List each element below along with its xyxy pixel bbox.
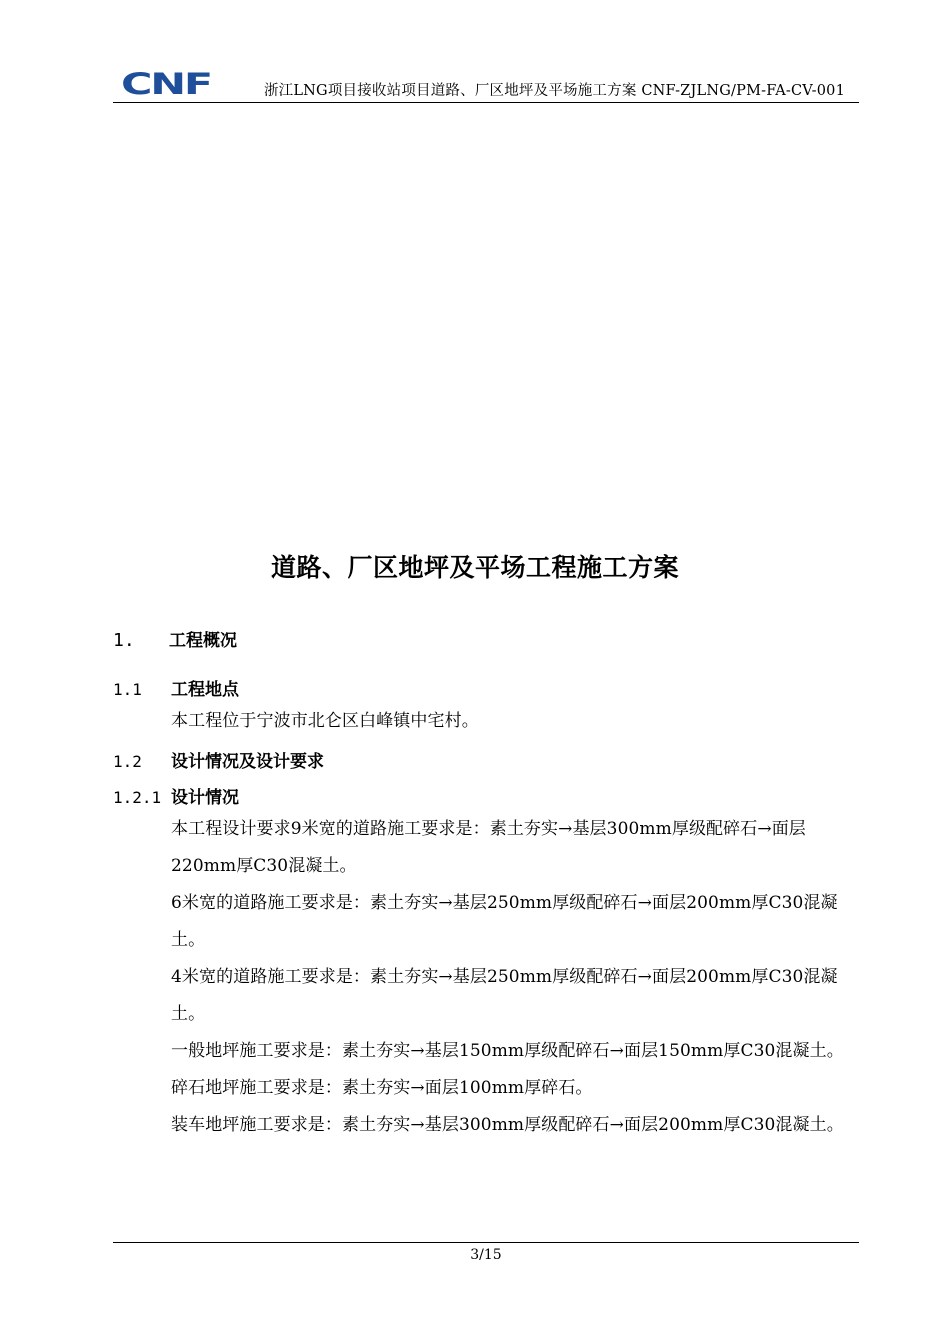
design-paragraph: 碎石地坪施工要求是：素土夯实→面层100mm厚碎石。	[171, 1078, 593, 1098]
section-number: 1.	[113, 630, 135, 651]
location-paragraph: 本工程位于宁波市北仑区白峰镇中宅村。	[171, 711, 479, 731]
section-heading-1-2-1	[113, 783, 239, 808]
design-paragraph: 本工程设计要求9米宽的道路施工要求是：素土夯实→基层300mm厚级配碎石→面层220mm厚C30混凝土。	[171, 819, 806, 876]
header-title: 浙江LNG项目接收站项目道路、厂区地坪及平场施工方案 CNF-ZJLNG/PM-FA-CV-001	[263, 83, 845, 99]
section-heading-1-1	[113, 675, 239, 700]
design-requirements	[171, 811, 861, 1144]
section-number: 1.2	[113, 752, 142, 771]
section-label: 工程概况	[169, 631, 237, 651]
section-number: 1.2.1	[113, 788, 162, 807]
section-heading-1	[113, 626, 237, 651]
document-title: 道路、厂区地坪及平场工程施工方案	[270, 553, 679, 582]
section-heading-1-2	[113, 747, 324, 772]
page-header	[113, 68, 859, 103]
section-label: 设计情况	[171, 788, 239, 808]
footer-divider	[113, 1242, 859, 1243]
section-label: 工程地点	[171, 680, 239, 700]
design-paragraph: 装车地坪施工要求是：素土夯实→基层300mm厚级配碎石→面层200mm厚C30混凝土。	[171, 1115, 844, 1135]
design-paragraph: 6米宽的道路施工要求是：素土夯实→基层250mm厚级配碎石→面层200mm厚C30混凝土。	[171, 893, 838, 950]
svg-text:CNF: CNF	[121, 70, 211, 96]
design-paragraph: 一般地坪施工要求是：素土夯实→基层150mm厚级配碎石→面层150mm厚C30混凝土。	[171, 1041, 844, 1061]
design-paragraph: 4米宽的道路施工要求是：素土夯实→基层250mm厚级配碎石→面层200mm厚C30混凝土。	[171, 967, 838, 1024]
cnf-logo-icon	[121, 70, 213, 96]
page-number: 3/15	[470, 1247, 502, 1263]
section-label: 设计情况及设计要求	[171, 752, 324, 772]
section-number: 1.1	[113, 680, 142, 699]
